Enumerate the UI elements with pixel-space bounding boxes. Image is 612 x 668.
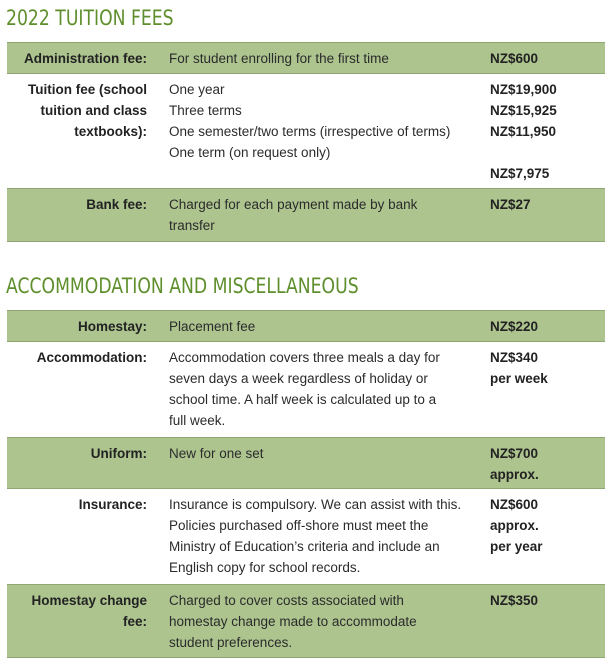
fee-description-line: Insurance is compulsory. We can assist with this.	[169, 497, 462, 512]
fee-description	[169, 494, 475, 578]
fee-row-administration	[7, 42, 605, 74]
fee-price-line: per year	[490, 539, 543, 554]
fee-price: NZ$350	[490, 593, 539, 608]
fee-description-line: Policies purchased off-shore must meet the	[169, 518, 429, 533]
fee-description	[169, 79, 475, 163]
fee-label: Accommodation:	[36, 350, 147, 365]
fee-description	[169, 194, 475, 236]
tuition-section-title: 2022 TUITION FEES	[6, 6, 174, 30]
fee-row-tuition	[7, 74, 605, 188]
fee-price-line: NZ$11,950	[490, 124, 557, 139]
accommodation-section-title: ACCOMMODATION AND MISCELLANEOUS	[6, 274, 359, 298]
fee-price-line: approx.	[490, 518, 539, 533]
fee-label-line: textbooks):	[74, 124, 147, 139]
fee-price-line: NZ$340	[490, 350, 539, 365]
fee-description-line: Three terms	[169, 103, 242, 118]
fee-price-line: NZ$600	[490, 497, 539, 512]
fee-price: NZ$27	[490, 197, 531, 212]
fee-price	[490, 494, 600, 557]
fee-description-line: school time. A half week is calculated up to a	[169, 392, 437, 407]
fee-price: NZ$220	[490, 319, 539, 334]
fee-row-uniform	[7, 437, 605, 489]
fee-description-line: One year	[169, 82, 225, 97]
fee-label	[7, 590, 147, 632]
fee-description-line: Ministry of Education’s criteria and include an	[169, 539, 440, 554]
fee-description: Placement fee	[169, 319, 256, 334]
fee-price-line: NZ$19,900	[490, 82, 557, 97]
fee-description-line: One term (on request only)	[169, 145, 331, 160]
fee-description: New for one set	[169, 446, 264, 461]
fee-description-line: Charged to cover costs associated with	[169, 593, 404, 608]
fee-description	[169, 590, 475, 653]
fee-description-line: student preferences.	[169, 635, 293, 650]
fee-price: NZ$600	[490, 51, 539, 66]
fee-label-line: fee:	[122, 614, 147, 629]
fee-price-line: per week	[490, 371, 548, 386]
fee-description	[169, 347, 475, 431]
fee-description: For student enrolling for the first time	[169, 51, 389, 66]
fee-label: Insurance:	[78, 497, 147, 512]
fee-label: Uniform:	[90, 446, 147, 461]
fee-label-line: Tuition fee (school	[28, 82, 147, 97]
fee-label	[7, 79, 147, 142]
fee-description-line: seven days a week regardless of holiday or	[169, 371, 428, 386]
fee-label: Administration fee:	[23, 51, 147, 66]
fee-price	[490, 79, 600, 184]
fee-description-line: Accommodation covers three meals a day for	[169, 350, 440, 365]
fee-description-line: transfer	[169, 218, 215, 233]
fee-label-line: Homestay change	[31, 593, 147, 608]
fee-row-homestay-change	[7, 584, 605, 658]
fee-price-line: NZ$7,975	[490, 166, 550, 181]
fee-description-line: Charged for each payment made by bank	[169, 197, 418, 212]
fee-price-line: approx.	[490, 467, 539, 482]
fee-row-insurance	[7, 489, 605, 584]
fee-description-line: full week.	[169, 413, 226, 428]
fee-description-line: homestay change made to accommodate	[169, 614, 417, 629]
fee-label: Bank fee:	[86, 197, 147, 212]
fee-row-bank	[7, 188, 605, 242]
fee-row-homestay	[7, 310, 605, 342]
fee-price-line: NZ$15,925	[490, 103, 557, 118]
fee-label: Homestay:	[77, 319, 147, 334]
fee-row-accommodation	[7, 342, 605, 437]
fee-price	[490, 443, 600, 485]
fee-description-line: English copy for school records.	[169, 560, 361, 575]
fee-price-line: NZ$700	[490, 446, 539, 461]
fee-description-line: One semester/two terms (irrespective of terms)	[169, 124, 451, 139]
fee-price	[490, 347, 600, 389]
fee-label-line: tuition and class	[40, 103, 147, 118]
